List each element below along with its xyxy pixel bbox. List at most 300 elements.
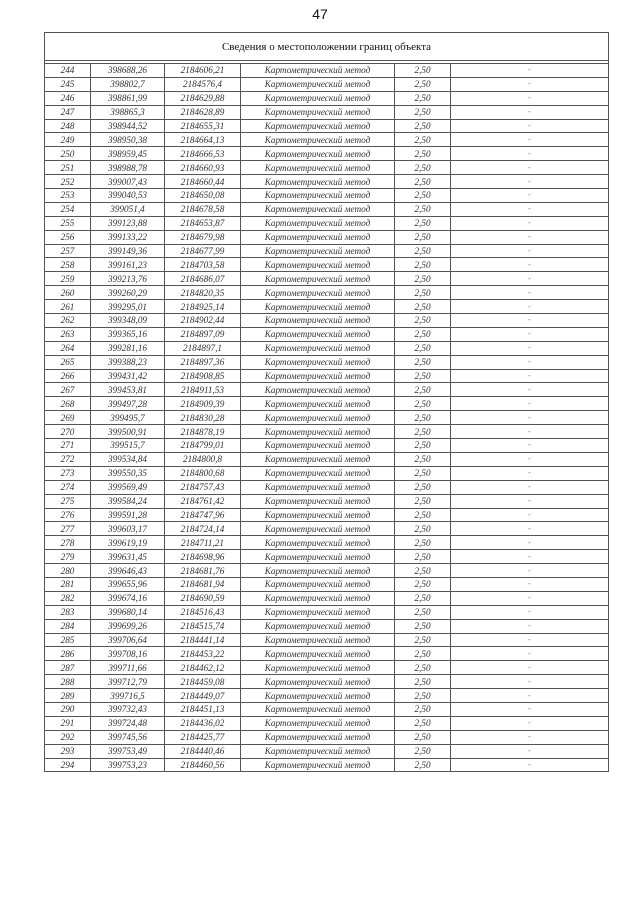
description-cell: - <box>451 689 609 703</box>
method-cell: Картометрический метод <box>241 744 395 758</box>
point-number-cell: 262 <box>45 314 91 328</box>
table-row <box>45 702 609 716</box>
point-number-cell: 253 <box>45 189 91 203</box>
x-coordinate-cell: 399732,43 <box>91 702 165 716</box>
accuracy-cell: 2,50 <box>395 577 451 591</box>
accuracy-cell: 2,50 <box>395 564 451 578</box>
method-cell: Картометрический метод <box>241 494 395 508</box>
x-coordinate-cell: 398988,78 <box>91 161 165 175</box>
method-cell: Картометрический метод <box>241 175 395 189</box>
point-number-cell: 291 <box>45 716 91 730</box>
x-coordinate-cell: 399348,09 <box>91 314 165 328</box>
method-cell: Картометрический метод <box>241 202 395 216</box>
y-coordinate-cell: 2184897,1 <box>165 341 241 355</box>
table-row <box>45 175 609 189</box>
point-number-cell: 285 <box>45 633 91 647</box>
description-cell: - <box>451 147 609 161</box>
method-cell: Картометрический метод <box>241 133 395 147</box>
x-coordinate-cell: 399260,29 <box>91 286 165 300</box>
table-row <box>45 341 609 355</box>
point-number-cell: 284 <box>45 619 91 633</box>
x-coordinate-cell: 398944,52 <box>91 119 165 133</box>
method-cell: Картометрический метод <box>241 411 395 425</box>
accuracy-cell: 2,50 <box>395 105 451 119</box>
description-cell: - <box>451 550 609 564</box>
point-number-cell: 266 <box>45 369 91 383</box>
point-number-cell: 264 <box>45 341 91 355</box>
method-cell: Картометрический метод <box>241 341 395 355</box>
y-coordinate-cell: 2184606,21 <box>165 64 241 78</box>
x-coordinate-cell: 399724,48 <box>91 716 165 730</box>
accuracy-cell: 2,50 <box>395 230 451 244</box>
x-coordinate-cell: 399674,16 <box>91 591 165 605</box>
x-coordinate-cell: 399631,45 <box>91 550 165 564</box>
x-coordinate-cell: 399708,16 <box>91 647 165 661</box>
table-row <box>45 64 609 78</box>
x-coordinate-cell: 399281,16 <box>91 341 165 355</box>
method-cell: Картометрический метод <box>241 675 395 689</box>
table-row <box>45 77 609 91</box>
table-row <box>45 550 609 564</box>
table-row <box>45 591 609 605</box>
y-coordinate-cell: 2184703,58 <box>165 258 241 272</box>
point-number-cell: 256 <box>45 230 91 244</box>
table-row <box>45 272 609 286</box>
point-number-cell: 283 <box>45 605 91 619</box>
point-number-cell: 270 <box>45 425 91 439</box>
x-coordinate-cell: 399753,23 <box>91 758 165 772</box>
x-coordinate-cell: 399123,88 <box>91 216 165 230</box>
accuracy-cell: 2,50 <box>395 411 451 425</box>
method-cell: Картометрический метод <box>241 397 395 411</box>
method-cell: Картометрический метод <box>241 189 395 203</box>
accuracy-cell: 2,50 <box>395 647 451 661</box>
y-coordinate-cell: 2184660,44 <box>165 175 241 189</box>
description-cell: - <box>451 216 609 230</box>
x-coordinate-cell: 399040,53 <box>91 189 165 203</box>
method-cell: Картометрический метод <box>241 480 395 494</box>
x-coordinate-cell: 399213,76 <box>91 272 165 286</box>
accuracy-cell: 2,50 <box>395 216 451 230</box>
x-coordinate-cell: 399712,79 <box>91 675 165 689</box>
point-number-cell: 279 <box>45 550 91 564</box>
accuracy-cell: 2,50 <box>395 480 451 494</box>
point-number-cell: 250 <box>45 147 91 161</box>
y-coordinate-cell: 2184686,07 <box>165 272 241 286</box>
description-cell: - <box>451 411 609 425</box>
method-cell: Картометрический метод <box>241 564 395 578</box>
point-number-cell: 267 <box>45 383 91 397</box>
method-cell: Картометрический метод <box>241 758 395 772</box>
y-coordinate-cell: 2184664,13 <box>165 133 241 147</box>
table-row <box>45 383 609 397</box>
x-coordinate-cell: 399365,16 <box>91 327 165 341</box>
x-coordinate-cell: 399515,7 <box>91 439 165 453</box>
x-coordinate-cell: 399646,43 <box>91 564 165 578</box>
x-coordinate-cell: 399495,7 <box>91 411 165 425</box>
description-cell: - <box>451 675 609 689</box>
description-cell: - <box>451 383 609 397</box>
accuracy-cell: 2,50 <box>395 522 451 536</box>
description-cell: - <box>451 633 609 647</box>
accuracy-cell: 2,50 <box>395 244 451 258</box>
table-row <box>45 619 609 633</box>
description-cell: - <box>451 314 609 328</box>
point-number-cell: 247 <box>45 105 91 119</box>
x-coordinate-cell: 399716,5 <box>91 689 165 703</box>
description-cell: - <box>451 577 609 591</box>
x-coordinate-cell: 399388,23 <box>91 355 165 369</box>
x-coordinate-cell: 399706,64 <box>91 633 165 647</box>
description-cell: - <box>451 661 609 675</box>
y-coordinate-cell: 2184711,21 <box>165 536 241 550</box>
table-row <box>45 425 609 439</box>
accuracy-cell: 2,50 <box>395 397 451 411</box>
description-cell: - <box>451 439 609 453</box>
x-coordinate-cell: 399680,14 <box>91 605 165 619</box>
description-cell: - <box>451 647 609 661</box>
method-cell: Картометрический метод <box>241 647 395 661</box>
y-coordinate-cell: 2184698,96 <box>165 550 241 564</box>
method-cell: Картометрический метод <box>241 466 395 480</box>
table-row <box>45 758 609 772</box>
y-coordinate-cell: 2184902,44 <box>165 314 241 328</box>
y-coordinate-cell: 2184830,28 <box>165 411 241 425</box>
table-row <box>45 522 609 536</box>
description-cell: - <box>451 64 609 78</box>
accuracy-cell: 2,50 <box>395 633 451 647</box>
point-number-cell: 260 <box>45 286 91 300</box>
method-cell: Картометрический метод <box>241 508 395 522</box>
method-cell: Картометрический метод <box>241 522 395 536</box>
description-cell: - <box>451 591 609 605</box>
point-number-cell: 280 <box>45 564 91 578</box>
table-row <box>45 564 609 578</box>
method-cell: Картометрический метод <box>241 439 395 453</box>
y-coordinate-cell: 2184576,4 <box>165 77 241 91</box>
method-cell: Картометрический метод <box>241 383 395 397</box>
method-cell: Картометрический метод <box>241 119 395 133</box>
accuracy-cell: 2,50 <box>395 327 451 341</box>
method-cell: Картометрический метод <box>241 77 395 91</box>
y-coordinate-cell: 2184757,43 <box>165 480 241 494</box>
description-cell: - <box>451 397 609 411</box>
accuracy-cell: 2,50 <box>395 619 451 633</box>
table-row <box>45 480 609 494</box>
table-row <box>45 314 609 328</box>
table-row <box>45 716 609 730</box>
point-number-cell: 274 <box>45 480 91 494</box>
accuracy-cell: 2,50 <box>395 161 451 175</box>
point-number-cell: 272 <box>45 452 91 466</box>
description-cell: - <box>451 175 609 189</box>
table-row <box>45 633 609 647</box>
y-coordinate-cell: 2184462,12 <box>165 661 241 675</box>
accuracy-cell: 2,50 <box>395 133 451 147</box>
description-cell: - <box>451 605 609 619</box>
table-row <box>45 730 609 744</box>
description-cell: - <box>451 105 609 119</box>
point-number-cell: 251 <box>45 161 91 175</box>
y-coordinate-cell: 2184761,42 <box>165 494 241 508</box>
y-coordinate-cell: 2184681,76 <box>165 564 241 578</box>
description-cell: - <box>451 258 609 272</box>
accuracy-cell: 2,50 <box>395 91 451 105</box>
description-cell: - <box>451 77 609 91</box>
y-coordinate-cell: 2184679,98 <box>165 230 241 244</box>
method-cell: Картометрический метод <box>241 258 395 272</box>
method-cell: Картометрический метод <box>241 577 395 591</box>
x-coordinate-cell: 399453,81 <box>91 383 165 397</box>
description-cell: - <box>451 327 609 341</box>
method-cell: Картометрический метод <box>241 244 395 258</box>
x-coordinate-cell: 399584,24 <box>91 494 165 508</box>
x-coordinate-cell: 399550,35 <box>91 466 165 480</box>
point-number-cell: 282 <box>45 591 91 605</box>
x-coordinate-cell: 399745,56 <box>91 730 165 744</box>
table-title-row <box>45 33 609 61</box>
point-number-cell: 289 <box>45 689 91 703</box>
method-cell: Картометрический метод <box>241 633 395 647</box>
y-coordinate-cell: 2184453,22 <box>165 647 241 661</box>
table-row <box>45 258 609 272</box>
point-number-cell: 286 <box>45 647 91 661</box>
y-coordinate-cell: 2184908,85 <box>165 369 241 383</box>
method-cell: Картометрический метод <box>241 550 395 564</box>
description-cell: - <box>451 244 609 258</box>
y-coordinate-cell: 2184460,56 <box>165 758 241 772</box>
y-coordinate-cell: 2184800,8 <box>165 452 241 466</box>
y-coordinate-cell: 2184724,14 <box>165 522 241 536</box>
point-number-cell: 287 <box>45 661 91 675</box>
y-coordinate-cell: 2184690,59 <box>165 591 241 605</box>
point-number-cell: 244 <box>45 64 91 78</box>
x-coordinate-cell: 399753,49 <box>91 744 165 758</box>
y-coordinate-cell: 2184655,31 <box>165 119 241 133</box>
method-cell: Картометрический метод <box>241 425 395 439</box>
accuracy-cell: 2,50 <box>395 314 451 328</box>
point-number-cell: 259 <box>45 272 91 286</box>
accuracy-cell: 2,50 <box>395 744 451 758</box>
y-coordinate-cell: 2184909,39 <box>165 397 241 411</box>
description-cell: - <box>451 300 609 314</box>
table-row <box>45 661 609 675</box>
table-row <box>45 439 609 453</box>
table-row <box>45 647 609 661</box>
accuracy-cell: 2,50 <box>395 591 451 605</box>
description-cell: - <box>451 355 609 369</box>
point-number-cell: 276 <box>45 508 91 522</box>
description-cell: - <box>451 564 609 578</box>
accuracy-cell: 2,50 <box>395 355 451 369</box>
table-row <box>45 133 609 147</box>
accuracy-cell: 2,50 <box>395 758 451 772</box>
method-cell: Картометрический метод <box>241 355 395 369</box>
description-cell: - <box>451 508 609 522</box>
y-coordinate-cell: 2184897,09 <box>165 327 241 341</box>
point-number-cell: 269 <box>45 411 91 425</box>
description-cell: - <box>451 744 609 758</box>
y-coordinate-cell: 2184820,35 <box>165 286 241 300</box>
description-cell: - <box>451 716 609 730</box>
x-coordinate-cell: 398865,3 <box>91 105 165 119</box>
y-coordinate-cell: 2184451,13 <box>165 702 241 716</box>
accuracy-cell: 2,50 <box>395 119 451 133</box>
description-cell: - <box>451 480 609 494</box>
table-row <box>45 161 609 175</box>
method-cell: Картометрический метод <box>241 619 395 633</box>
point-number-cell: 293 <box>45 744 91 758</box>
accuracy-cell: 2,50 <box>395 605 451 619</box>
method-cell: Картометрический метод <box>241 452 395 466</box>
x-coordinate-cell: 399603,17 <box>91 522 165 536</box>
accuracy-cell: 2,50 <box>395 300 451 314</box>
x-coordinate-cell: 399497,28 <box>91 397 165 411</box>
description-cell: - <box>451 536 609 550</box>
x-coordinate-cell: 399569,49 <box>91 480 165 494</box>
table-row <box>45 244 609 258</box>
table-title: Сведения о местоположении границ объекта <box>45 33 609 61</box>
accuracy-cell: 2,50 <box>395 286 451 300</box>
method-cell: Картометрический метод <box>241 314 395 328</box>
description-cell: - <box>451 202 609 216</box>
point-number-cell: 245 <box>45 77 91 91</box>
point-number-cell: 254 <box>45 202 91 216</box>
table-row <box>45 300 609 314</box>
description-cell: - <box>451 369 609 383</box>
accuracy-cell: 2,50 <box>395 369 451 383</box>
point-number-cell: 271 <box>45 439 91 453</box>
description-cell: - <box>451 272 609 286</box>
x-coordinate-cell: 399699,26 <box>91 619 165 633</box>
point-number-cell: 277 <box>45 522 91 536</box>
description-cell: - <box>451 119 609 133</box>
accuracy-cell: 2,50 <box>395 675 451 689</box>
point-number-cell: 265 <box>45 355 91 369</box>
point-number-cell: 249 <box>45 133 91 147</box>
x-coordinate-cell: 399007,43 <box>91 175 165 189</box>
y-coordinate-cell: 2184677,99 <box>165 244 241 258</box>
y-coordinate-cell: 2184449,07 <box>165 689 241 703</box>
description-cell: - <box>451 619 609 633</box>
table-row <box>45 744 609 758</box>
y-coordinate-cell: 2184650,08 <box>165 189 241 203</box>
method-cell: Картометрический метод <box>241 161 395 175</box>
x-coordinate-cell: 399500,91 <box>91 425 165 439</box>
description-cell: - <box>451 494 609 508</box>
method-cell: Картометрический метод <box>241 147 395 161</box>
accuracy-cell: 2,50 <box>395 494 451 508</box>
x-coordinate-cell: 398688,26 <box>91 64 165 78</box>
y-coordinate-cell: 2184681,94 <box>165 577 241 591</box>
point-number-cell: 258 <box>45 258 91 272</box>
table-row <box>45 397 609 411</box>
table-row <box>45 675 609 689</box>
x-coordinate-cell: 398950,38 <box>91 133 165 147</box>
method-cell: Картометрический метод <box>241 216 395 230</box>
point-number-cell: 255 <box>45 216 91 230</box>
description-cell: - <box>451 161 609 175</box>
x-coordinate-cell: 399051,4 <box>91 202 165 216</box>
y-coordinate-cell: 2184459,08 <box>165 675 241 689</box>
point-number-cell: 246 <box>45 91 91 105</box>
accuracy-cell: 2,50 <box>395 702 451 716</box>
table-row <box>45 369 609 383</box>
table-row <box>45 327 609 341</box>
point-number-cell: 294 <box>45 758 91 772</box>
method-cell: Картометрический метод <box>241 689 395 703</box>
method-cell: Картометрический метод <box>241 605 395 619</box>
y-coordinate-cell: 2184666,53 <box>165 147 241 161</box>
method-cell: Картометрический метод <box>241 716 395 730</box>
x-coordinate-cell: 399591,28 <box>91 508 165 522</box>
method-cell: Картометрический метод <box>241 591 395 605</box>
accuracy-cell: 2,50 <box>395 466 451 480</box>
accuracy-cell: 2,50 <box>395 452 451 466</box>
y-coordinate-cell: 2184678,58 <box>165 202 241 216</box>
y-coordinate-cell: 2184653,87 <box>165 216 241 230</box>
y-coordinate-cell: 2184878,19 <box>165 425 241 439</box>
accuracy-cell: 2,50 <box>395 730 451 744</box>
accuracy-cell: 2,50 <box>395 689 451 703</box>
y-coordinate-cell: 2184800,68 <box>165 466 241 480</box>
description-cell: - <box>451 133 609 147</box>
accuracy-cell: 2,50 <box>395 147 451 161</box>
y-coordinate-cell: 2184515,74 <box>165 619 241 633</box>
y-coordinate-cell: 2184516,43 <box>165 605 241 619</box>
accuracy-cell: 2,50 <box>395 341 451 355</box>
description-cell: - <box>451 452 609 466</box>
point-number-cell: 248 <box>45 119 91 133</box>
table-row <box>45 230 609 244</box>
table-row <box>45 466 609 480</box>
accuracy-cell: 2,50 <box>395 64 451 78</box>
point-number-cell: 261 <box>45 300 91 314</box>
x-coordinate-cell: 398861,99 <box>91 91 165 105</box>
description-cell: - <box>451 425 609 439</box>
table-row <box>45 411 609 425</box>
y-coordinate-cell: 2184628,89 <box>165 105 241 119</box>
point-number-cell: 281 <box>45 577 91 591</box>
y-coordinate-cell: 2184441,14 <box>165 633 241 647</box>
method-cell: Картометрический метод <box>241 272 395 286</box>
point-number-cell: 275 <box>45 494 91 508</box>
accuracy-cell: 2,50 <box>395 508 451 522</box>
method-cell: Картометрический метод <box>241 730 395 744</box>
table-row <box>45 577 609 591</box>
description-cell: - <box>451 758 609 772</box>
description-cell: - <box>451 341 609 355</box>
method-cell: Картометрический метод <box>241 105 395 119</box>
accuracy-cell: 2,50 <box>395 661 451 675</box>
accuracy-cell: 2,50 <box>395 536 451 550</box>
table-row <box>45 536 609 550</box>
accuracy-cell: 2,50 <box>395 175 451 189</box>
x-coordinate-cell: 399295,01 <box>91 300 165 314</box>
accuracy-cell: 2,50 <box>395 272 451 286</box>
accuracy-cell: 2,50 <box>395 716 451 730</box>
method-cell: Картометрический метод <box>241 91 395 105</box>
table-row <box>45 105 609 119</box>
description-cell: - <box>451 522 609 536</box>
point-number-cell: 252 <box>45 175 91 189</box>
method-cell: Картометрический метод <box>241 661 395 675</box>
x-coordinate-cell: 399711,66 <box>91 661 165 675</box>
method-cell: Картометрический метод <box>241 286 395 300</box>
table-row <box>45 286 609 300</box>
x-coordinate-cell: 399431,42 <box>91 369 165 383</box>
y-coordinate-cell: 2184747,96 <box>165 508 241 522</box>
